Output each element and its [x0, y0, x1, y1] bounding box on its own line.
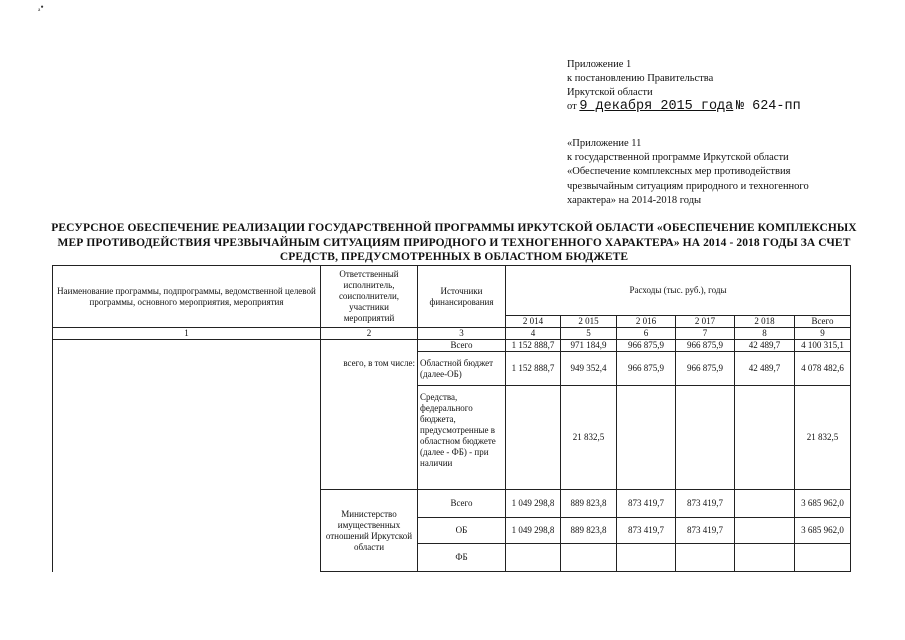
- title-line-2: МЕР ПРОТИВОДЕЙСТВИЯ ЧРЕЗВЫЧАЙНЫМ СИТУАЦИЯМ ПРИРОДНОГО И ТЕХНОГЕННОГО ХАРАКТЕРА» НА 2014 - 2018 ГОДЫ ЗА СЧЕТ: [57, 236, 851, 249]
- value-cell: 966 875,9: [617, 340, 676, 352]
- value-cell: 873 419,7: [676, 518, 735, 544]
- value-cell: [506, 386, 561, 490]
- col-number-1: 1: [53, 328, 321, 340]
- year-2014: 2 014: [506, 316, 561, 328]
- col-number-9: 9: [795, 328, 851, 340]
- value-cell: 42 489,7: [735, 352, 795, 386]
- source-cell: ФБ: [418, 544, 506, 572]
- value-cell: [506, 544, 561, 572]
- value-cell: 21 832,5: [795, 386, 851, 490]
- value-cell: 3 685 962,0: [795, 518, 851, 544]
- value-cell: [676, 544, 735, 572]
- decree-date: 9 декабря 2015 года: [579, 99, 734, 114]
- value-cell: [735, 518, 795, 544]
- col-number-2: 2: [321, 328, 418, 340]
- col-number-6: 6: [617, 328, 676, 340]
- value-cell: [561, 544, 617, 572]
- value-cell: 873 419,7: [676, 490, 735, 518]
- value-cell: [617, 544, 676, 572]
- value-cell: 966 875,9: [617, 352, 676, 386]
- value-cell: 4 078 482,6: [795, 352, 851, 386]
- header-executor: Ответственный исполнитель, соисполнители, участники мероприятий: [321, 266, 418, 328]
- value-cell: 4 100 315,1: [795, 340, 851, 352]
- value-cell: 889 823,8: [561, 490, 617, 518]
- value-cell: [735, 490, 795, 518]
- value-cell: 42 489,7: [735, 340, 795, 352]
- value-cell: [617, 386, 676, 490]
- col-number-5: 5: [561, 328, 617, 340]
- year-2018: 2 018: [735, 316, 795, 328]
- value-cell: 971 184,9: [561, 340, 617, 352]
- value-cell: 21 832,5: [561, 386, 617, 490]
- value-cell: 873 419,7: [617, 518, 676, 544]
- source-cell: Областной бюджет (далее-ОБ): [418, 352, 506, 386]
- program-name-cell: [53, 340, 321, 572]
- year-total: Всего: [795, 316, 851, 328]
- header-source: Источники финансирования: [418, 266, 506, 328]
- value-cell: [735, 544, 795, 572]
- executor-cell: Министерство имущественных отношений Иркутской области: [321, 490, 418, 572]
- appendix-11-line2: к государственной программе Иркутской области: [567, 152, 789, 164]
- source-cell: Средства, федерального бюджета, предусмотренные в областном бюджете (далее - ФБ) - при наличии: [418, 386, 506, 490]
- appendix-1-line2: к постановлению Правительства: [567, 73, 714, 84]
- appendix-1-title: Приложение 1: [567, 59, 632, 70]
- resource-table: [52, 265, 851, 572]
- col-number-7: 7: [676, 328, 735, 340]
- source-cell: Всего: [418, 490, 506, 518]
- appendix-11-line4: чрезвычайным ситуациям природного и техногенного: [567, 180, 809, 192]
- appendix-11-title: «Приложение 11: [567, 138, 642, 149]
- value-cell: 1 049 298,8: [506, 490, 561, 518]
- year-2016: 2 016: [617, 316, 676, 328]
- value-cell: 1 152 888,7: [506, 352, 561, 386]
- year-2017: 2 017: [676, 316, 735, 328]
- title-line-3: СРЕДСТВ, ПРЕДУСМОТРЕННЫХ В ОБЛАСТНОМ БЮДЖЕТЕ: [279, 251, 629, 263]
- header-expenses: Расходы (тыс. руб.), годы: [506, 266, 851, 316]
- from-label: от: [567, 101, 577, 112]
- decree-number: № 624-пп: [735, 99, 801, 114]
- value-cell: [676, 386, 735, 490]
- value-cell: 966 875,9: [676, 352, 735, 386]
- appendix-1-block: [567, 58, 801, 114]
- appendix-11-line3: «Обеспечение комплексных мер противодействия: [567, 166, 791, 178]
- value-cell: 889 823,8: [561, 518, 617, 544]
- source-cell: Всего: [418, 340, 506, 352]
- value-cell: 3 685 962,0: [795, 490, 851, 518]
- col-number-8: 8: [735, 328, 795, 340]
- value-cell: [735, 386, 795, 490]
- col-number-3: 3: [418, 328, 506, 340]
- value-cell: 949 352,4: [561, 352, 617, 386]
- value-cell: 1 152 888,7: [506, 340, 561, 352]
- appendix-11-line5: характера» на 2014-2018 годы: [567, 194, 702, 206]
- year-2015: 2 015: [561, 316, 617, 328]
- col-number-4: 4: [506, 328, 561, 340]
- appendix-1-date-line: [567, 100, 801, 114]
- value-cell: 873 419,7: [617, 490, 676, 518]
- value-cell: 966 875,9: [676, 340, 735, 352]
- header-name: Наименование программы, подпрограммы, ведомственной целевой программы, основного мероприятия, мероприятия: [53, 266, 321, 328]
- appendix-11-block: [567, 137, 809, 208]
- value-cell: 1 049 298,8: [506, 518, 561, 544]
- source-cell: ОБ: [418, 518, 506, 544]
- table-row: [53, 340, 851, 352]
- executor-cell: всего, в том числе:: [321, 352, 418, 490]
- document-title: [40, 221, 868, 265]
- title-line-1: РЕСУРСНОЕ ОБЕСПЕЧЕНИЕ РЕАЛИЗАЦИИ ГОСУДАРСТВЕННОЙ ПРОГРАММЫ ИРКУТСКОЙ ОБЛАСТИ «ОБЕСПЕЧЕНИЕ КОМПЛЕКСНЫХ: [51, 222, 857, 234]
- value-cell: [795, 544, 851, 572]
- executor-blank-cell: [321, 340, 418, 352]
- appendix-1-line3: Иркутской области: [567, 87, 653, 98]
- corner-mark: ₐ•: [38, 2, 44, 12]
